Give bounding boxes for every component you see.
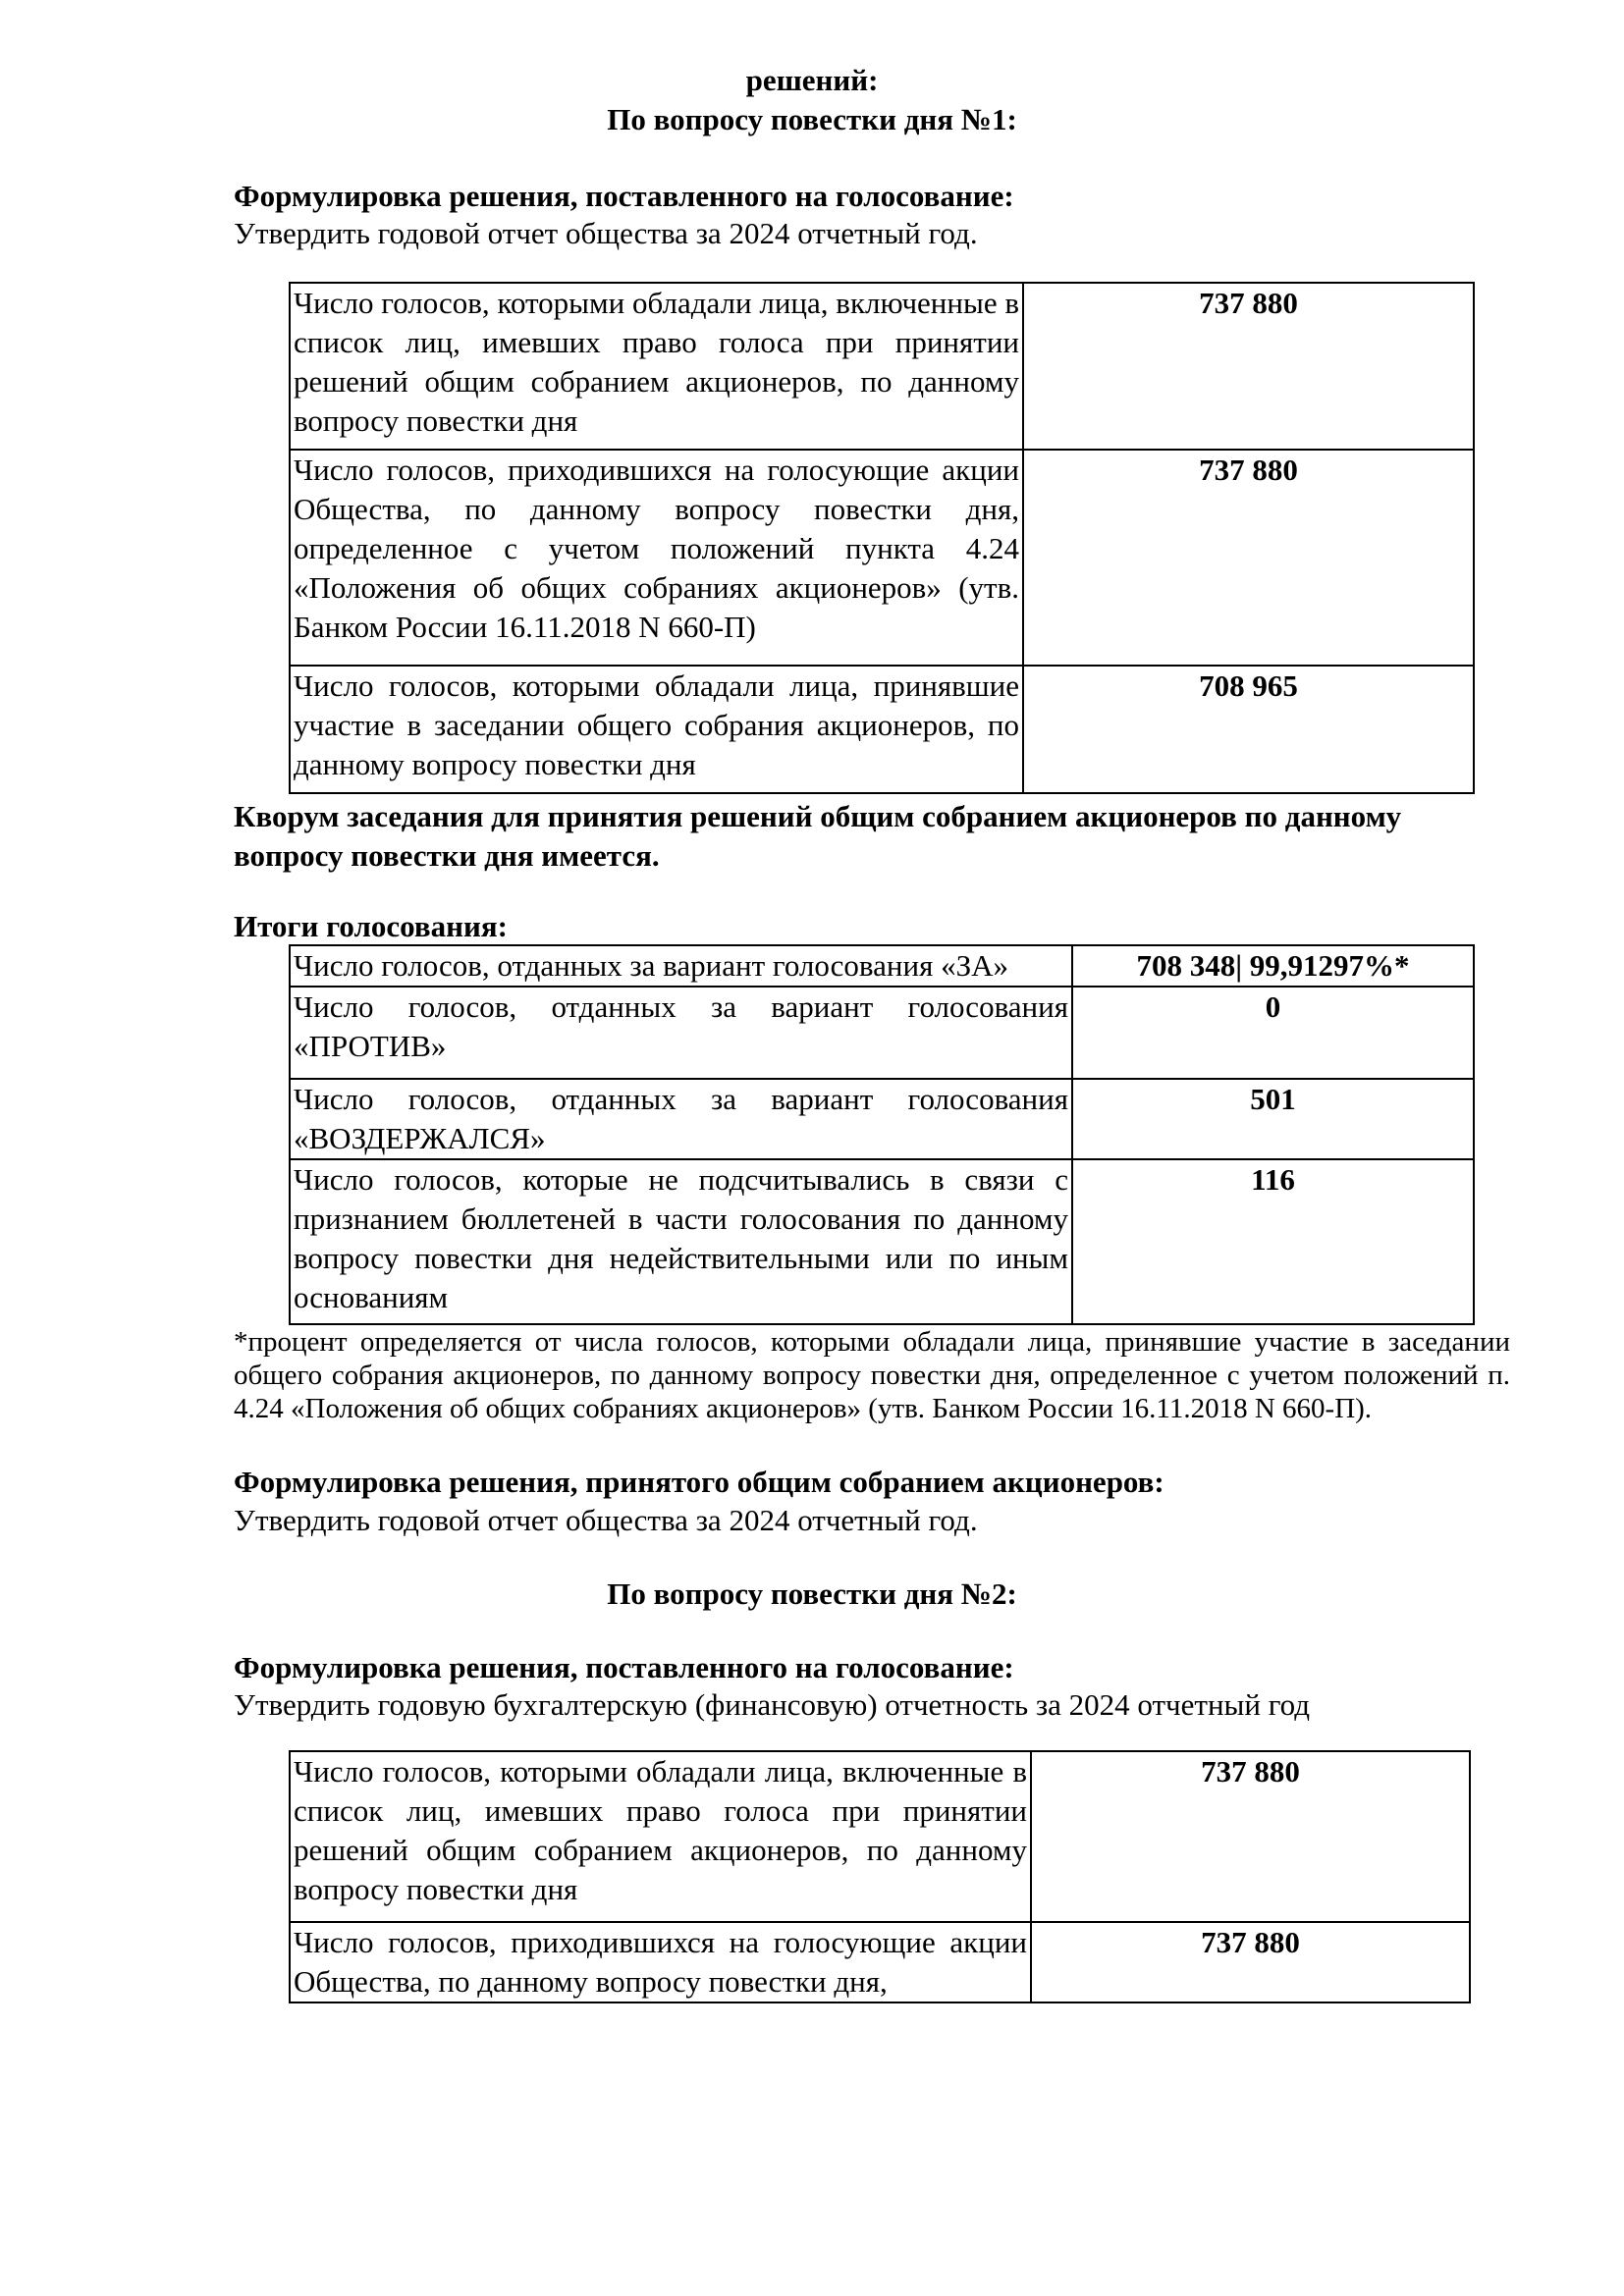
agenda-item-2-title: По вопросу повестки дня №2: <box>607 1576 1017 1611</box>
quorum-statement: Кворум заседания для принятия решений общим собранием акционеров по данному вопросу повестки дня имеется. <box>234 799 1402 873</box>
footnote: *процент определяется от числа голосов, которыми обладали лица, принявшие участие в заседании общего собрания акционеров, по данному вопросу повестки дня, определенное с учетом положений п. 4.24 «Положения об общих собраниях акционеров» (утв. Банком России 16.11.2018 N 660-П). <box>234 1326 1510 1424</box>
row-label: Число голосов, которыми обладали лица, включенные в список лиц, имевших право голоса при принятии решений общим собранием акционеров, по данному вопросу повестки дня <box>290 283 1023 450</box>
row-value: 737 880 <box>1023 450 1474 666</box>
row-label: Число голосов, которые не подсчитывались в связи с признанием бюллетеней в части голосования по данному вопросу повестки дня недействительными или по иным основаниям <box>290 1159 1072 1324</box>
q2-quorum-table <box>289 1750 1471 2003</box>
row-label: Число голосов, отданных за вариант голосования «ПРОТИВ» <box>290 987 1072 1079</box>
row-value: 0 <box>1072 987 1474 1079</box>
row-value: 708 965 <box>1023 666 1474 793</box>
row-value: 501 <box>1072 1079 1474 1159</box>
table-row <box>290 1751 1470 1922</box>
row-value: 116 <box>1072 1159 1474 1324</box>
q1-adopted-text: Утвердить годовой отчет общества за 2024 отчетный год. <box>234 1503 978 1537</box>
row-label: Число голосов, приходившихся на голосующие акции Общества, по данному вопросу повестки дня, <box>290 1922 1031 2002</box>
table-row <box>290 666 1474 793</box>
results-heading: Итоги голосования: <box>234 909 508 943</box>
row-value: 737 880 <box>1023 283 1474 450</box>
row-label: Число голосов, приходившихся на голосующие акции Общества, по данному вопросу повестки дня, определенное с учетом положений пункта 4.24 «Положения об общих собраниях акционеров» (утв. Банком России 16.11.2018 N 660-П) <box>290 450 1023 666</box>
q1-adopted-heading: Формулировка решения, принятого общим собранием акционеров: <box>234 1465 1164 1499</box>
table-row <box>290 1079 1474 1159</box>
agenda-item-1-title: По вопросу повестки дня №1: <box>607 102 1017 136</box>
table-row <box>290 987 1474 1079</box>
q2-proposed-text: Утвердить годовую бухгалтерскую (финансовую) отчетность за 2024 отчетный год <box>234 1687 1311 1722</box>
q1-proposed-heading: Формулировка решения, поставленного на голосование: <box>234 179 1014 213</box>
row-value: 737 880 <box>1031 1922 1470 2002</box>
table-row <box>290 1922 1470 2002</box>
row-label: Число голосов, отданных за вариант голосования «ВОЗДЕРЖАЛСЯ» <box>290 1079 1072 1159</box>
table-row <box>290 945 1474 987</box>
row-label: Число голосов, отданных за вариант голосования «ЗА» <box>290 945 1072 987</box>
table-row <box>290 283 1474 450</box>
continued-heading: решений: <box>745 63 879 97</box>
table-row <box>290 450 1474 666</box>
row-value: 737 880 <box>1031 1751 1470 1922</box>
row-value: 708 348| 99,91297%* <box>1072 945 1474 987</box>
row-label: Число голосов, которыми обладали лица, принявшие участие в заседании общего собрания акционеров, по данному вопросу повестки дня <box>290 666 1023 793</box>
q1-quorum-table <box>289 282 1475 794</box>
q1-results-table <box>289 944 1475 1325</box>
row-label: Число голосов, которыми обладали лица, включенные в список лиц, имевших право голоса при принятии решений общим собранием акционеров, по данному вопросу повестки дня <box>290 1751 1031 1922</box>
table-row <box>290 1159 1474 1324</box>
q1-proposed-text: Утвердить годовой отчет общества за 2024 отчетный год. <box>234 216 978 250</box>
q2-proposed-heading: Формулировка решения, поставленного на голосование: <box>234 1650 1014 1684</box>
